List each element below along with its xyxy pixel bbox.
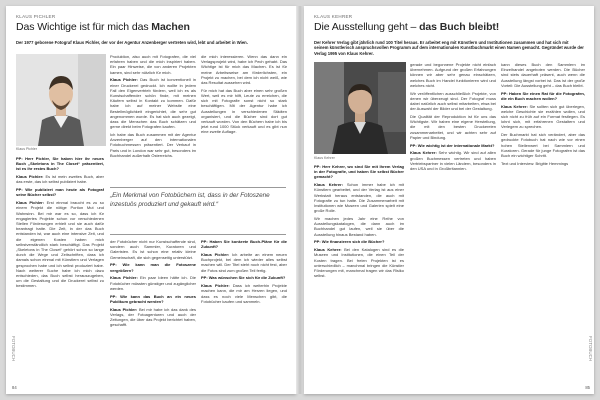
answer: Bei den Katalogen sind es die Museen und Institutionen, die einen Teil der Kosten tragen. Bei freien Projekten ist es unterschiedlich – manchmal bringen die Künstler Förderungen mit, manchmal tragen wir das Risiko selbst. [314,247,404,279]
right-headline-part-b: das Buch bleibt! [419,21,500,33]
right-c3-p5 [501,161,585,166]
left-column-2b [110,239,196,386]
question: PP: Herr Pichler, Sie haben hier ihr neues Buch „Skeletons in The Closet“ präsentiert, ist es ihr erstes Buch? [16,156,104,172]
left-photo-caption: Klaus Pichler [16,147,37,151]
right-column-2 [410,62,496,386]
answer: Der Buchmarkt hat sich verändert, aber das gedruckte Fotobuch hat nach wie vor einen hohen Stellenwert bei Sammlern und Kuratoren. Gerade für junge Fotografen ist das Buch ein wichtiger Schritt. [501,132,585,159]
answer: Es ist mein zweites Buch, aber das erste, das ich selbst publiziert habe. [16,174,104,185]
left-c2b-p5 [110,307,196,328]
right-c2-p3 [410,114,496,140]
left-c2b-p4 [110,294,196,304]
portrait-illustration [314,62,406,154]
left-c1-p3 [16,187,104,197]
answer: Wir veröffentlichen ausschließlich Projekte, von denen wir überzeugt sind. Der Fotograf muss dabei natürlich auch selbst mitarbeiten, etwa bei der Auswahl der Bilder und bei der Gestaltung. [410,90,496,112]
left-c1-p1 [16,156,104,172]
right-c2-p1 [410,62,496,88]
left-c1-p2 [16,174,104,184]
speaker: Klaus Pichler: [110,275,138,281]
speaker: Klaus Kehrer: [314,247,342,253]
answer: Sehr wichtig. Wir sind auf allen großen Buchmessen vertreten und haben Vertriebspartner in vielen Ländern, besonders in den USA und in Großbritannien. [410,150,496,172]
portrait-illustration [16,54,106,146]
right-c3-p4 [501,132,585,158]
portrait-photo [314,62,406,154]
right-column-1 [314,164,404,386]
answer: Wir machen jedes Jahr eine Reihe von Ausstellungskatalogen, die dann auch im Buchhandel gut laufen, weil sie über die Ausstellung hinaus Bestand haben. [314,216,404,237]
right-c2-p4 [410,143,496,148]
speaker: Klaus Pichler: [201,283,230,289]
speaker: Klaus Kehrer: [314,182,343,188]
left-c2-p3 [110,132,196,158]
right-c3-p3 [501,104,585,130]
left-column-1 [16,156,104,386]
right-page [304,6,594,394]
answer: Ich habe das Buch zusammen mit der Agentur Anzenberger auf den internationalen Fotobuchmessen präsentiert. Der Verkauf in Paris und in London war sehr gut, besonders im Buchhandel außerhalb Österreichs. [110,132,196,158]
speaker: Klaus Kehrer: [410,150,437,156]
left-headline-part-a: Das Wichtige ist für mich das [16,21,152,33]
answer: Produktion, also auch mit Fotografen, die viel erfahren haben und die mich inspiriert haben. Ein paar Hinweise, die von anderen Projekten kamen, sind sehr nützlich für mich. [110,54,196,75]
right-headline-part-a: Die Ausstellung geht – [314,21,420,33]
speaker: Klaus Pichler: [110,306,138,312]
left-c3-p2 [201,88,287,135]
question: PP: Haben Sie konkrete Buch-Pläne für die Zukunft? [201,239,287,250]
right-c1-p4 [314,239,404,244]
left-c2-p1 [110,54,196,75]
author-credit: Text und Interview: Brigitte Hemmings [501,160,569,166]
left-section-tab: FOTOBUCH [11,336,16,362]
left-c2b-p2 [110,262,196,272]
answer: gerade und begonnene Projekte nicht einfach übernehmen. Aufgrund der großen Erfahrungen können wir aber sehr genau einschätzen, welches Buch im Handel funktionieren wird und welches nicht. [410,62,496,88]
left-page [6,6,296,394]
right-photo-caption: Klaus Kehrer [314,156,335,160]
left-headline [16,21,190,33]
left-c3-p1 [201,54,287,85]
answer: Das Buch ist konventionell in einer Druckerei gedruckt. Ich wollte in jedem Fall den Eigenvertrieb fördern, weil ich es als Kunstschaffender schön finde, mit meinen Käufern selbst in Kontakt zu kommen. Dafür habe ich auf meiner Website eine Bestellmöglichkeit eingerichtet, die sehr gut angenommen wurde. Es hat sich auch gezeigt, dass die Menschen das Buch schätzen und gerne direkt beim Fotografen kaufen. [110,77,196,130]
right-c1-p5 [314,247,404,278]
answer: der Fotobücher nicht nur Kunstschaffende sind, sondern auch Sammler, Kuratoren und Galeristen. Es ist schon eine relativ kleine Gemeinschaft, die sich gegenseitig unterstützt. [110,239,196,260]
left-c2b-p1 [110,239,196,260]
left-c2b-p3 [110,275,196,291]
pull-quote: „Ein Merkmal von Fotobüchern ist, dass in der Fotoszene inzestuös produziert und gekauft wird.“ [110,187,286,235]
left-lead: Der 1977 geborene Fotograf Klaus Pichler, der vor der Agentur Anzenberger vertreten wird, lebt und arbeitet in Wien. [16,40,248,45]
question: PP: Herr Kehrer, wo sind Sie mit Ihrem Verlag in der Fotografie, und haben Sie selbst Bücher gemacht? [314,164,404,180]
left-page-number: 84 [12,385,17,390]
question: PP: Wie finanzieren sich die Bücher? [314,239,385,245]
answer: Dass ich weiterhin Projekte machen kann, die mir am Herzen liegen, und dass es noch viele Menschen gibt, die Fotobücher kaufen und sammeln. [201,283,287,304]
answer: die mich interessieren. Wenn das dann ein Verlagsprojekt wird, habe ich Pech gehabt. Das Wichtige ist für mich das Machen. Es ist für meine Arbeitsweise am förderlichsten, ein Projekt zu machen, bei dem ich nicht weiß, wie das Resultat aussehen wird. [201,54,287,86]
right-page-number: 85 [585,385,590,390]
right-column-3 [501,62,585,386]
right-c2-p5 [410,150,496,171]
left-column-3b [201,239,287,386]
book-spine [296,6,304,394]
speaker: Klaus Pichler: [16,200,45,206]
portrait-photo [16,54,106,146]
speaker: Klaus Pichler: [16,174,44,180]
left-c1-p4 [16,200,104,288]
answer: Erst einmal braucht es zu so einem Projekt die nötige Portion Mut und Wahnsinn. Bei mir war es so, dass ich für engagiertes Projekte schon vor verschiedenen Stellen Förderungen erhielt und sie auch dafür beantragt hatte. Die Zeit, in der das Buch entstanden ist, war auch eine intensive Zeit, und die eigenen Kosten haben mich selbstverständlich stark beschäftigt. Das Projekt „Skeletons in The Closet“ gehört schon so lange durch die Wege und Zeitschriften, dass ich damals schon einmal mit Künstlern und Verlagen gesprochen habe und ich selbst produziert habe. Nach weiterer Suche habe ich mich dazu entschieden, das Buch selbst herauszugeben, um die Gestaltung und die Druckerei selbst zu bestimmen. [16,200,104,289]
right-c3-p2 [501,91,585,101]
left-headline-part-b: Machen [151,21,190,33]
right-c1-p3 [314,216,404,237]
right-c2-p2 [410,91,496,112]
speaker: Klaus Kehrer: [501,103,528,109]
right-c1-p2 [314,182,404,213]
speaker: Klaus Pichler: [201,252,230,257]
answer: Die Qualität der Reproduktion ist für uns das Wichtigste. Wir haben eine eigene Herstellung, die mit den besten Druckereien zusammenarbeitet, und wir achten sehr auf Papier und Bindung. [410,114,496,140]
left-c2-p2 [110,77,196,129]
left-c3b-p3 [201,275,287,280]
answer: kann dieses Buch den Sammlern im Einzelhandel angeboten werden. Die Bücher sind stets dauerhaft präsent, auch wenn die Ausstellung längst vorbei ist. Das ist der große Vorteil: Die Ausstellung geht – das Buch bleibt. [501,62,585,88]
right-c3-p1 [501,62,585,88]
speaker: Klaus Pichler: [110,77,138,83]
question: PP: Wie wichtig ist der internationale Markt? [410,142,495,148]
answer: Sie sollten sich gut überlegen, welche Geschichte sie erzählen wollen, und sich nicht zu früh auf ein Format festlegen. Es lohnt sich, mit erfahrenen Gestaltern und Verlegern zu sprechen. [501,103,585,130]
question: PP: Wie kann man die Fotoszene vergrößern? [110,262,196,273]
question: PP: Was wünschen Sie sich für die Zukunft? [201,275,286,281]
right-lead: Der Kehrer Verlag gibt jährlich rund 100 Titel heraus. Er arbeitet eng mit Künstlern und Institutionen zusammen und hat sich mit seinem künstlerisch anspruchsvollen Programm auf dem internationalen Kunstbuchmarkt einen Namen gemacht. Gegründet wurde der Verlag 1995 von Klaus Kehrer. [314,40,584,56]
answer: Schon immer habe ich mit Künstlern gearbeitet, und der Verlag ist aus einer Werkstatt heraus entstanden, die auch mit Fotografie zu tun hatte. Die Zusammenarbeit mit Institutionen wie Museen und Galerien spielt eine große Rolle. [314,182,404,214]
right-headline [314,21,499,33]
answer: Ein paar Ideen hätte ich. Die Fotobücher müssten günstiger und zugänglicher werden. [110,275,196,291]
left-c3b-p4 [201,283,287,304]
question: PP: Haben Sie einen Rat für die Fotografen, die ein Buch machen wollen? [501,90,585,101]
right-kicker: KLAUS KEHRER [314,14,353,19]
right-c1-p1 [314,164,404,180]
right-section-tab: FOTOBUCH [588,336,593,362]
left-kicker: KLAUS PICHLER [16,14,56,19]
answer: Für mich hat das Buch aber einen sehr großen Wert, weil es mir hilft, Leute zu erreichen, die sich mit Fotografie sonst nicht so stark beschäftigen. Mit der Agentur habe ich Ausstellungen in verschiedenen Städten organisiert, und die Bücher sind dort gut verkauft worden. Von den Büchern habe ich bis jetzt rund 1000 Stück verkauft und es gibt nun eine zweite Auflage. [201,87,287,135]
left-column-2 [110,54,196,184]
question: PP: Wie kann das Buch an ein neues Publikum gebracht werden? [110,293,196,304]
left-c3b-p1 [201,239,287,249]
answer: Ich arbeite an einem neuen Buchprojekt, bei dem ich wieder alles selbst machen will. Der Titel steht noch nicht fest, aber die Fotos sind zum großen Teil fertig. [201,252,287,273]
left-column-3 [201,54,287,184]
question: PP: Wie publiziert man heute als Fotograf seine Bücher selbst? [16,187,104,198]
answer: Bei mir habe ich das dank des Verlags, der Fotoagenturen und auch der Zeitungen, die über das Projekt berichtet haben, geschafft. [110,306,196,328]
left-c3b-p2 [201,252,287,273]
